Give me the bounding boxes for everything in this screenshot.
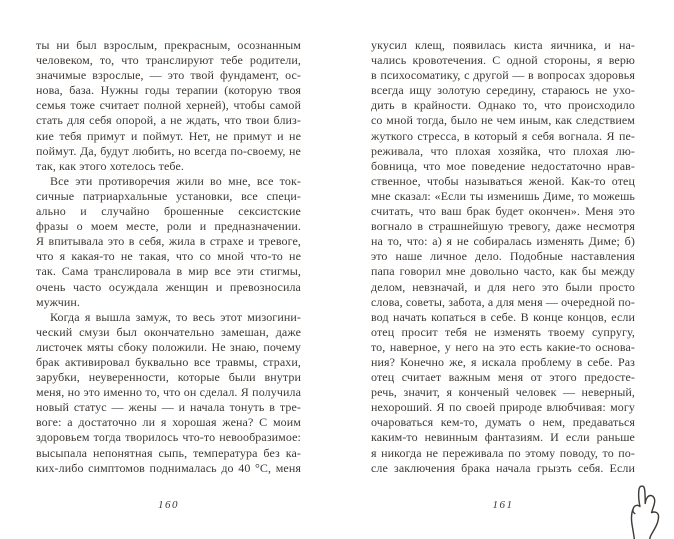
text-line: человеком, то, что транслируют тебе родители, — [36, 53, 301, 68]
text-line: новый статус — жены — и начала тонуть в тре- — [36, 400, 301, 415]
text-line: это наше личное дело. Подобные наставления — [371, 249, 635, 264]
text-line: стать для себя опорой, а не ждать, что твои близ- — [36, 113, 301, 128]
text-line: нова, база. Нужны годы терапии (которую твоя — [36, 83, 301, 98]
hand-gesture-icon — [621, 484, 669, 539]
text-line: сле заключения брака начала грызть себя. Если — [371, 460, 635, 475]
text-line: воге: а достаточно ли я хорошая жена? С моим — [36, 415, 301, 430]
paragraph — [371, 38, 635, 476]
text-line: речь, значит, я конченый человек — неверный, — [371, 385, 635, 400]
text-line: жуткого стресса, в который я себя вогнала. Я пе- — [371, 128, 635, 143]
text-line: ственное, чтобы называться женой. Как-то отец — [371, 173, 635, 188]
text-line: ких-либо симптомов поднималась до 40 °С, меня — [36, 460, 301, 475]
paragraph — [36, 174, 301, 310]
text-line: отец просит тебя не изменять твоему супругу, — [371, 324, 635, 339]
text-line: так. Сама транслировала в мир все эти стигмы, — [36, 264, 301, 279]
text-line: отец считает важным меня от этого предосте- — [371, 370, 635, 385]
text-line: ты ни был взрослым, прекрасным, осознанным — [36, 38, 301, 52]
text-line: очароваться кем-то, думать о нем, предаваться — [371, 415, 635, 430]
paragraph — [36, 38, 301, 174]
text-line: так, как этого хотелось тебе. — [36, 158, 184, 173]
text-line: ческий смузи был окончательно замешан, даже — [36, 324, 301, 339]
text-line: нехороший. Я по своей природе влюбчивая: могу — [371, 400, 635, 415]
page-right-text — [371, 38, 635, 476]
text-line: укусил клещ, появилась киста яичника, и на- — [371, 38, 635, 52]
text-line: дить в крайности. Однако то, что происходило — [371, 98, 635, 113]
text-line: слова, советы, забота, а для меня — очередной по- — [371, 294, 635, 309]
paragraph — [36, 310, 301, 476]
text-line: я никогда не переживала по этому поводу, то по- — [371, 445, 635, 460]
text-line: мужчин. — [36, 294, 81, 309]
text-line: здоровьем тогда творилось что-то невообразимое: — [36, 430, 301, 445]
text-line: брак активировал буквально все травмы, страхи, — [36, 354, 301, 369]
text-line: Когда я вышла замуж, то весь этот мизогини- — [50, 309, 301, 324]
text-line: листочек мяты сбоку положили. Не знаю, почему — [36, 339, 301, 354]
page-left-text — [36, 38, 301, 476]
text-line: очень часто осуждала женщин и превозносила — [36, 279, 301, 294]
page-number-left: 160 — [158, 499, 179, 511]
text-line: поймут. Да, будут любить, но всегда по-своему, не — [36, 143, 301, 158]
text-line: вод начать копаться в себе. В конце концов, если — [371, 309, 635, 324]
text-line: Все эти противоречия жили во мне, все ток- — [50, 173, 301, 188]
text-line: чались кровотечения. С одной стороны, я верю — [371, 53, 635, 68]
page-number-right: 161 — [492, 499, 514, 511]
text-line: значимые взрослые, — это твой фундамент, ос- — [36, 68, 301, 83]
text-line: меня, но это именно то, что он сделал. Я получила — [36, 385, 301, 400]
text-line: высыпала непонятная сыпь, температура без ка- — [36, 445, 301, 460]
text-line: Я впитывала это в себя, жила в страхе и тревоге, — [36, 234, 301, 249]
text-line: бовница, что мое поведение недостаточно нрав- — [371, 158, 635, 173]
text-line: со мной тогда, было не чем иным, как следствием — [371, 113, 635, 128]
text-line: делом, невзначай, и для него это были просто — [371, 279, 635, 294]
text-line: сичные патриархальные установки, все специ- — [36, 188, 301, 203]
text-line: фразы о моем месте, роли и предназначении. — [36, 219, 301, 234]
text-line: зарубки, неуверенности, которые были внутри — [36, 370, 301, 385]
text-line: семья тоже считает полной херней), чтобы самой — [36, 98, 301, 113]
text-line: вогнало в страшнейшую тревогу, даже несмотря — [371, 219, 635, 234]
text-line: каким-то невинным фантазиям. И если раньше — [371, 430, 635, 445]
text-line: на то, что: а) я не собиралась изменять Диме; б) — [371, 234, 635, 249]
text-line: ния? Конечно же, я искала проблему в себе. Раз — [371, 354, 635, 369]
text-line: всегда ищу золотую середину, стараюсь не ухо- — [371, 83, 635, 98]
text-line: что я какая-то не такая, что со мной что-то не — [36, 249, 301, 264]
text-line: считать, что ваш брак будет окончен». Меня это — [371, 204, 635, 219]
text-line: мне сказал: «Если ты изменишь Диме, то можешь — [371, 188, 635, 203]
text-line: кие тебя примут и поймут. Нет, не примут и не — [36, 128, 301, 143]
text-line: то, наверное, у него на это есть какие-то основа- — [371, 339, 635, 354]
text-line: в психосоматику, с другой — в вопросах здоровья — [371, 68, 635, 83]
text-line: ально и случайно брошенные сексистские — [36, 204, 301, 219]
text-line: папа говорил мне довольно часто, как бы между — [371, 264, 635, 279]
text-line: реживала, что плохая хозяйка, что плохая лю- — [371, 143, 635, 158]
